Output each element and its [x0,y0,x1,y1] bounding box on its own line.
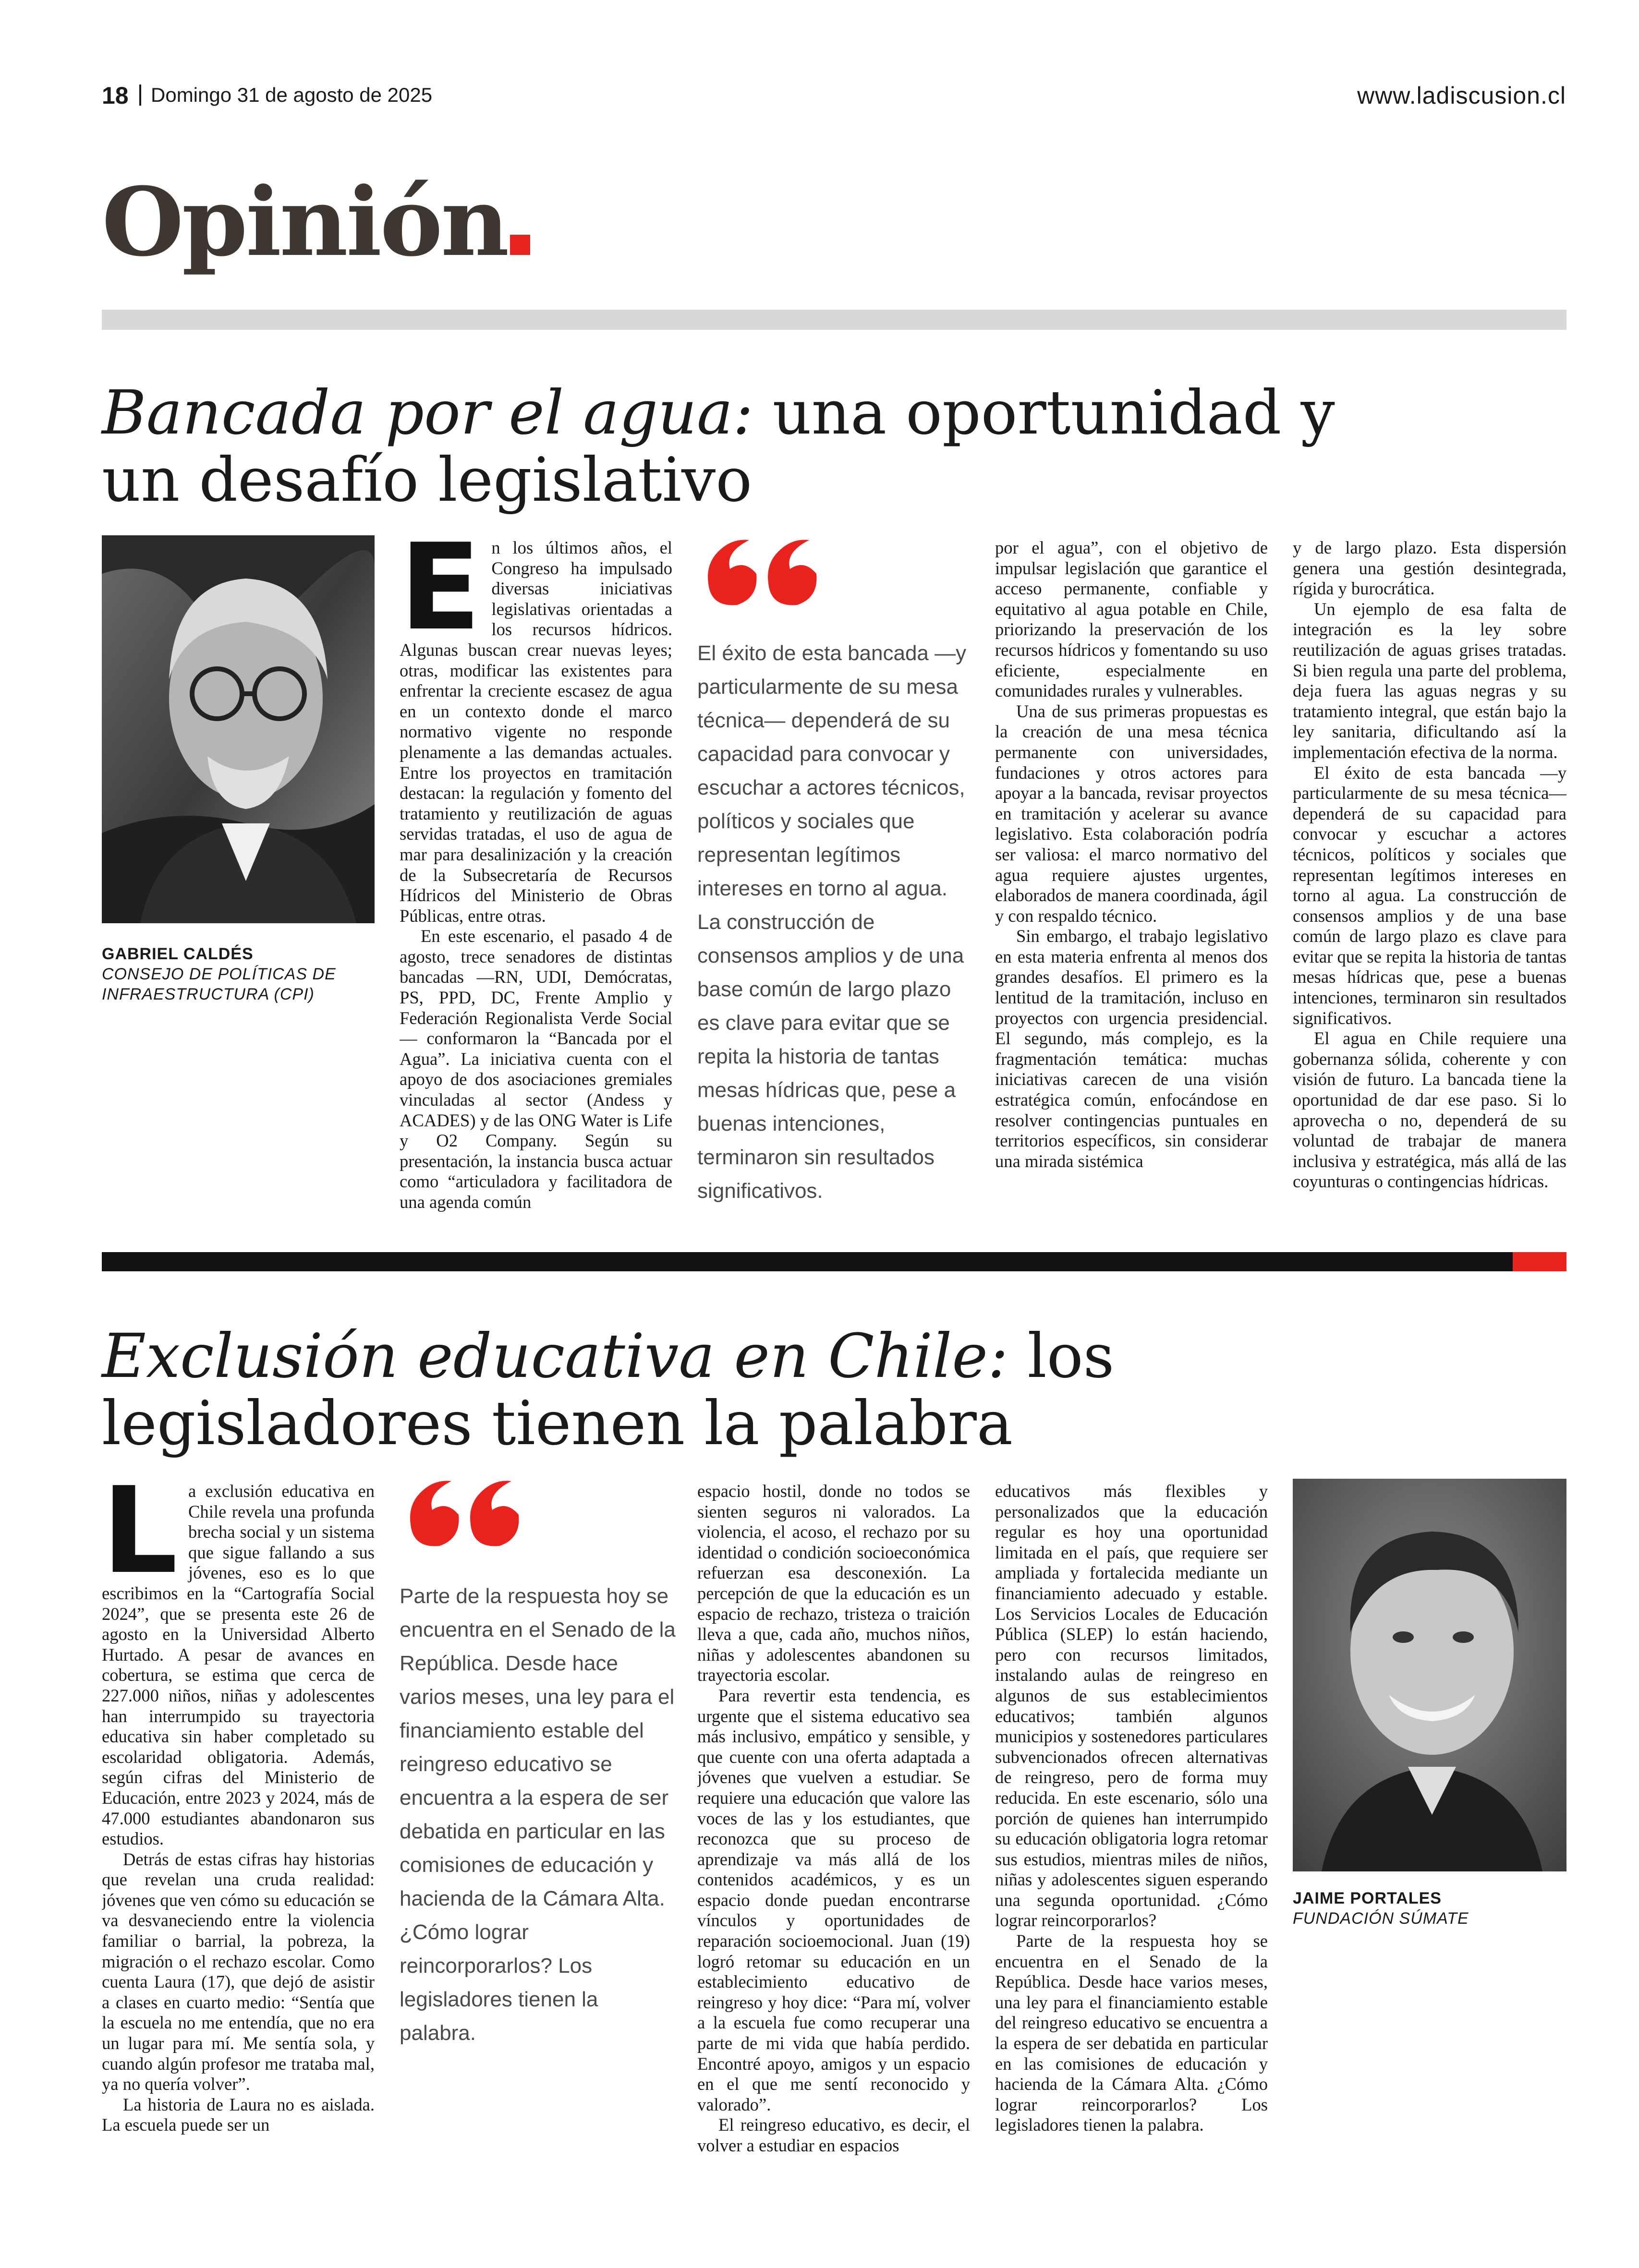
article2-paragraph: El reingreso educativo, es decir, el volver a estudiar en espacios [697,2115,970,2155]
article2-paragraph: espacio hostil, donde no todos se sienten seguros ni valorados. La violencia, el acoso, el rechazo por su identidad o condición socioeconómica refuerzan esa desconexión. La percepción de que la educación es un espacio de rechazo, tristeza o traición lleva a que, cada año, muchos niños, niñas y adolescentes abandonen su trayectoria escolar. [697,1481,970,1685]
article1-paragraph: por el agua”, con el objetivo de impulsar legislación que garantice el acceso permanente, confiable y equitativo al agua potable en Chile, priorizando la preservación de los recursos hídricos y fomentando su uso eficiente, especialmente en comunidades rurales y vulnerables. [995,538,1268,701]
article-divider [102,1252,1566,1271]
article2-dropcap: L [102,1481,178,1600]
article2-headline-italic: Exclusión educativa en Chile: [102,1321,1008,1391]
article2-author-org: FUNDACIÓN SÚMATE [1293,1909,1469,1928]
article2-headline [102,1323,1158,1457]
header-separator [139,84,141,106]
article1-headline-italic: Bancada por el agua: [102,377,753,448]
article1-paragraph: En este escenario, el pasado 4 de agosto, trece senadores de distintas bancadas —RN, UDI, Demócratas, PS, PPD, DC, Frente Amplio y Federación Regionalista Verde Social— conformaron la “Bancada por el Agua”. La iniciativa cuenta con el apoyo de dos asociaciones gremiales vinculadas al sector (Andess y ACADES) y de las ONG Water is Life y O2 Company. Según su presentación, la instancia busca actuar como “articuladora y facilitadora de una agenda común [400,926,672,1212]
article1-author-name: GABRIEL CALDÉS [102,945,254,963]
article2-paragraph: educativos más flexibles y personalizados que la educación regular es hoy una oportunidad limitada en el país, que requiere ser ampliada y fortalecida mediante un financiamiento adecuado y estable. Los Servicios Locales de Educación Pública (SLEP) lo están haciendo, pero con recursos limitados, instalando aulas de reingreso en algunos de sus establecimientos educativos; también algunos municipios y sostenedores particulares subvencionados ofrecen alternativas de reingreso, pero de forma muy reducida. En este escenario, sólo una porción de quienes han interrumpido su educación obligatoria logra retomar sus estudios, mientras miles de niños, niñas y adolescentes siguen esperando una segunda oportunidad. ¿Cómo lograr reincorporarlos? [995,1481,1268,1930]
author-photo-gabriel-caldes [102,535,375,923]
article1-column-3 [995,538,1268,1239]
article2-headline-rest: los legisladores tienen la palabra [102,1321,1115,1459]
article2-paragraph: Parte de la respuesta hoy se encuentra en el Senado de la República. Desde hace varios meses, una ley para el financiamiento estable del reingreso educativo se encuentra a la espera de ser debatida en particular en las comisiones de educación y hacienda de la Cámara Alta. ¿Cómo lograr reincorporarlos? Los legisladores tienen la palabra. [995,1931,1268,2135]
issue-date: Domingo 31 de agosto de 2025 [151,84,433,106]
article2-paragraph: La historia de Laura no es aislada. La escuela puede ser un [102,2094,375,2135]
section-title [102,167,530,277]
website-link[interactable]: www.ladiscusion.cl [1357,82,1566,109]
article1-author-org: CONSEJO DE POLÍTICAS DE INFRAESTRUCTURA (CPI) [102,965,336,1003]
section-accent-square [510,235,530,255]
article1-paragraph: Una de sus primeras propuestas es la creación de una mesa técnica permanente con universidades, fundaciones y otros actores para apoyar a la bancada, revisar proyectos en tramitación y acelerar su avance legislativo. Esta colaboración podría ser valiosa: el marco normativo del agua requiere ajustes urgentes, elaborados de manera coordinada, ágil y con respaldo técnico. [995,701,1268,926]
section-title-text: Opinión [102,167,508,277]
page-number: 18 [102,82,129,109]
article1-paragraph: El agua en Chile requiere una gobernanza sólida, coherente y con visión de futuro. La bancada tiene la oportunidad de dar ese paso. Si lo aprovecha o no, dependerá de su voluntad de trabajar de manera inclusiva y estratégica, más allá de las coyunturas o contingencias hídricas. [1293,1028,1566,1192]
article-divider-accent [1513,1252,1566,1271]
article2-column-1 [102,1481,375,2201]
article1-paragraph: y de largo plazo. Esta dispersión genera una gestión desintegrada, rígida y burocrática. [1293,538,1566,599]
author-photo-jaime-portales [1293,1479,1566,1871]
article1-quote-mark-icon [696,535,826,612]
article1-headline [102,379,1398,514]
article1-paragraph: Un ejemplo de esa falta de integración es la ley sobre reutilización de aguas grises tratadas. Si bien regula una parte del problema, deja fuera las aguas negras y su tratamiento integral, que están bajo la ley sanitaria, dificultando así la implementación efectiva de la norma. [1293,599,1566,762]
article1-headline-rest: una oportunidad y un desafío legislativo [102,377,1335,515]
article2-quote-mark-icon [399,1476,528,1553]
article1-paragraph: Sin embargo, el trabajo legislativo en esta materia enfrenta al menos dos grandes desafíos. El primero es la lentitud de la tramitación, incluso en proyectos con urgencia presidencial. El segundo, más complejo, es la fragmentación temática: muchas iniciativas carecen de una visión estratégica común, enfocándose en resolver contingencias puntuales en territorios específicos, sin considerar una mirada sistémica [995,926,1268,1171]
article1-paragraph: El éxito de esta bancada —y particularmente de su mesa técnica— dependerá de su capacidad para convocar y escuchar a actores técnicos, políticos y sociales que representan legítimos intereses en torno al agua. La construcción de consensos amplios y de una base común de largo plazo es clave para evitar que se repita la historia de tantas mesas hídricas que, pese a buenas intenciones, terminaron sin resultados significativos. [1293,762,1566,1028]
article2-column-3 [697,1481,970,2201]
article1-column-4 [1293,538,1566,1239]
section-divider [102,310,1566,330]
article1-pull-quote: El éxito de esta bancada —y particularmente de su mesa técnica— dependerá de su capacidad para convocar y escuchar a actores técnicos, políticos y sociales que representan legítimos intereses en torno al agua. La construcción de consensos amplios y de una base común de largo plazo es clave para evitar que se repita la historia de tantas mesas hídricas que, pese a buenas intenciones, terminaron sin resultados significativos. [697,641,967,1203]
article1-paragraph: n los últimos años, el Congreso ha impulsado diversas iniciativas legislativas orientadas a los recursos hídricos. Algunas buscan crear nuevas leyes; otras, modificar las existentes para enfrentar la creciente escasez de agua en un contexto donde el marco normativo vigente no responde plenamente a las demandas actuales. Entre los proyectos en tramitación destacan: la regulación y fomento del tratamiento y reutilización de aguas servidas tratadas, el uso de agua de mar para desalinización y la creación de la Subsecretaría de Recursos Hídricos del Ministerio de Obras Públicas, entre otras. [400,538,672,926]
article2-paragraph: a exclusión educativa en Chile revela una profunda brecha social y un sistema que sigue fallando a sus jóvenes, eso es lo que escribimos en la “Cartografía Social 2024”, que se presenta este 26 de agosto en la Universidad Alberto Hurtado. A pesar de avances en cobertura, se estima que cerca de 227.000 niños, niñas y adolescentes han interrumpido su trayectoria educativa sin haber completado su escolaridad obligatoria. Además, según cifras del Ministerio de Educación, entre 2023 y 2024, más de 47.000 estudiantes abandonaron sus estudios. [102,1481,375,1849]
article2-author-name: JAIME PORTALES [1293,1889,1442,1907]
article2-paragraph: Para revertir esta tendencia, es urgente que el sistema educativo sea más inclusivo, empático y sensible, y que cuente con una oferta adaptada a jóvenes que vuelven a estudiar. Se requiere una educación que valore las voces de las y los estudiantes, que reconozca que su proceso de aprendizaje va más allá de los contenidos académicos, y es un espacio donde puedan encontrarse vínculos y oportunidades de reparación socioemocional. Juan (19) logró retomar su educación en un establecimiento educativo de reingreso y hoy dice: “Para mí, volver a la escuela fue como recuperar una parte de mi vida que había perdido. Encontré apoyo, amigos y un espacio en el que me sentí reconocido y valorado”. [697,1685,970,2114]
article2-pull-quote: Parte de la respuesta hoy se encuentra en el Senado de la República. Desde hace varios meses, una ley para el financiamiento estable del reingreso educativo se encuentra a la espera de ser debatida en particular en las comisiones de educación y hacienda de la Cámara Alta. ¿Cómo lograr reincorporarlos? Los legisladores tienen la palabra. [400,1584,676,2045]
article1-column-1 [400,538,672,1239]
article1-dropcap: E [400,538,481,657]
article2-paragraph: Detrás de estas cifras hay historias que revelan una cruda realidad: jóvenes que ven cómo su educación se va desvaneciendo entre la violencia familiar o barrial, la pobreza, la migración o el rechazo escolar. Como cuenta Laura (17), que dejó de asistir a clases en cuarto medio: “Sentía que la escuela no me entendía, que no era un lugar para mí. Me sentía sola, y cuando algún profesor me trataba mal, ya no quería volver”. [102,1849,375,2094]
article2-column-4 [995,1481,1268,2201]
